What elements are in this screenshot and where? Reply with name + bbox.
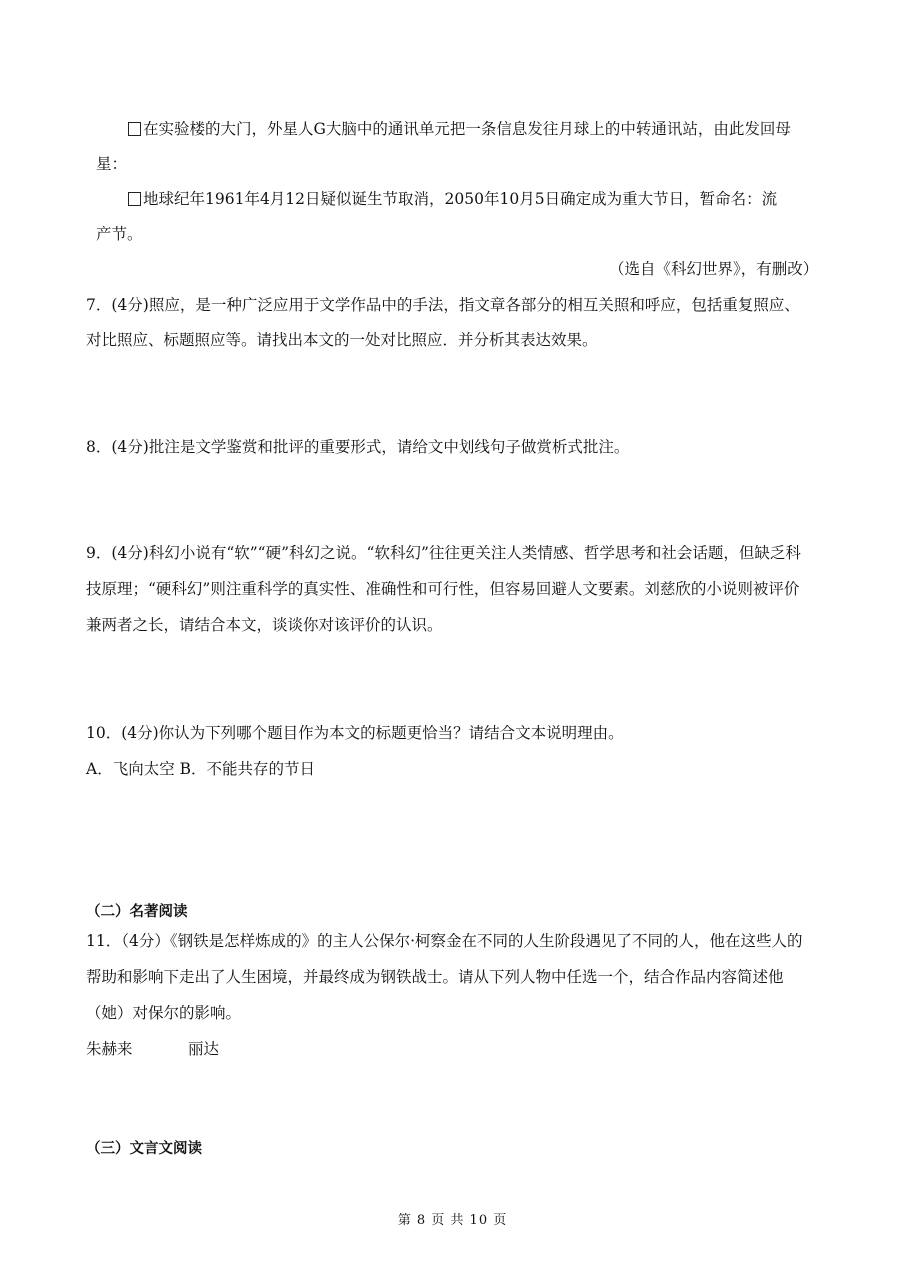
checkbox-square-icon [128,122,141,136]
story-paragraph-2-line-1 [128,188,777,210]
question-11-choice-b: 丽达 [188,1040,220,1058]
checkbox-square-icon [128,192,141,206]
question-7-line-2: 对比照应、标题照应等。请找出本文的一处对比照应．并分析其表达效果。 [86,331,598,349]
question-8-line-1: 8．(4分)批注是文学鉴赏和批评的重要形式，请给文中划线句子做赏析式批注。 [86,438,630,456]
question-11-line-3: （她）对保尔的影响。 [86,1004,242,1022]
page-number-footer: 第 8 页 共 10 页 [397,1213,508,1228]
question-9-line-1: 9．(4分)科幻小说有“软”“硬”科幻之说。“软科幻”往往更关注人类情感、哲学思考和社会话题，但缺乏科 [86,544,801,562]
story-paragraph-1-line-2: 星： [96,155,128,173]
question-11-line-1: 11．（4分）《钢铁是怎样炼成的》的主人公保尔·柯察金在不同的人生阶段遇见了不同的人，他在这些人的 [86,932,803,950]
question-10-options: A．飞向太空 B．不能共存的节日 [86,760,316,778]
question-11-choice-a: 朱赫来 [86,1040,133,1058]
section-2-heading: （二）名著阅读 [86,904,188,920]
question-9-line-3: 兼两者之长，请结合本文，谈谈你对该评价的认识。 [86,616,443,634]
story-source: （选自《科幻世界》，有删改） [609,260,819,278]
story-text: 在实验楼的大门，外星人G大脑中的通讯单元把一条信息发往月球上的中转通讯站，由此发回母 [143,120,791,138]
story-text: 地球纪年1961年4月12日疑似诞生节取消，2050年10月5日确定成为重大节日，暂命名：流 [143,190,778,208]
story-paragraph-2-line-2: 产节。 [96,225,143,243]
question-11-line-2: 帮助和影响下走出了人生困境，并最终成为钢铁战士。请从下列人物中任选一个，结合作品内容简述他 [86,968,784,986]
question-7-line-1: 7．(4分)照应，是一种广泛应用于文学作品中的手法，指文章各部分的相互关照和呼应，包括重复照应、 [86,296,800,314]
question-10-line-1: 10．(4分)你认为下列哪个题目作为本文的标题更恰当？请结合文本说明理由。 [86,724,624,742]
question-9-line-2: 技原理；“硬科幻”则注重科学的真实性、准确性和可行性，但容易回避人文要素。刘慈欣的小说则被评价 [86,580,800,598]
section-3-heading: （三）文言文阅读 [86,1141,202,1157]
story-paragraph-1-line-1 [128,118,791,140]
